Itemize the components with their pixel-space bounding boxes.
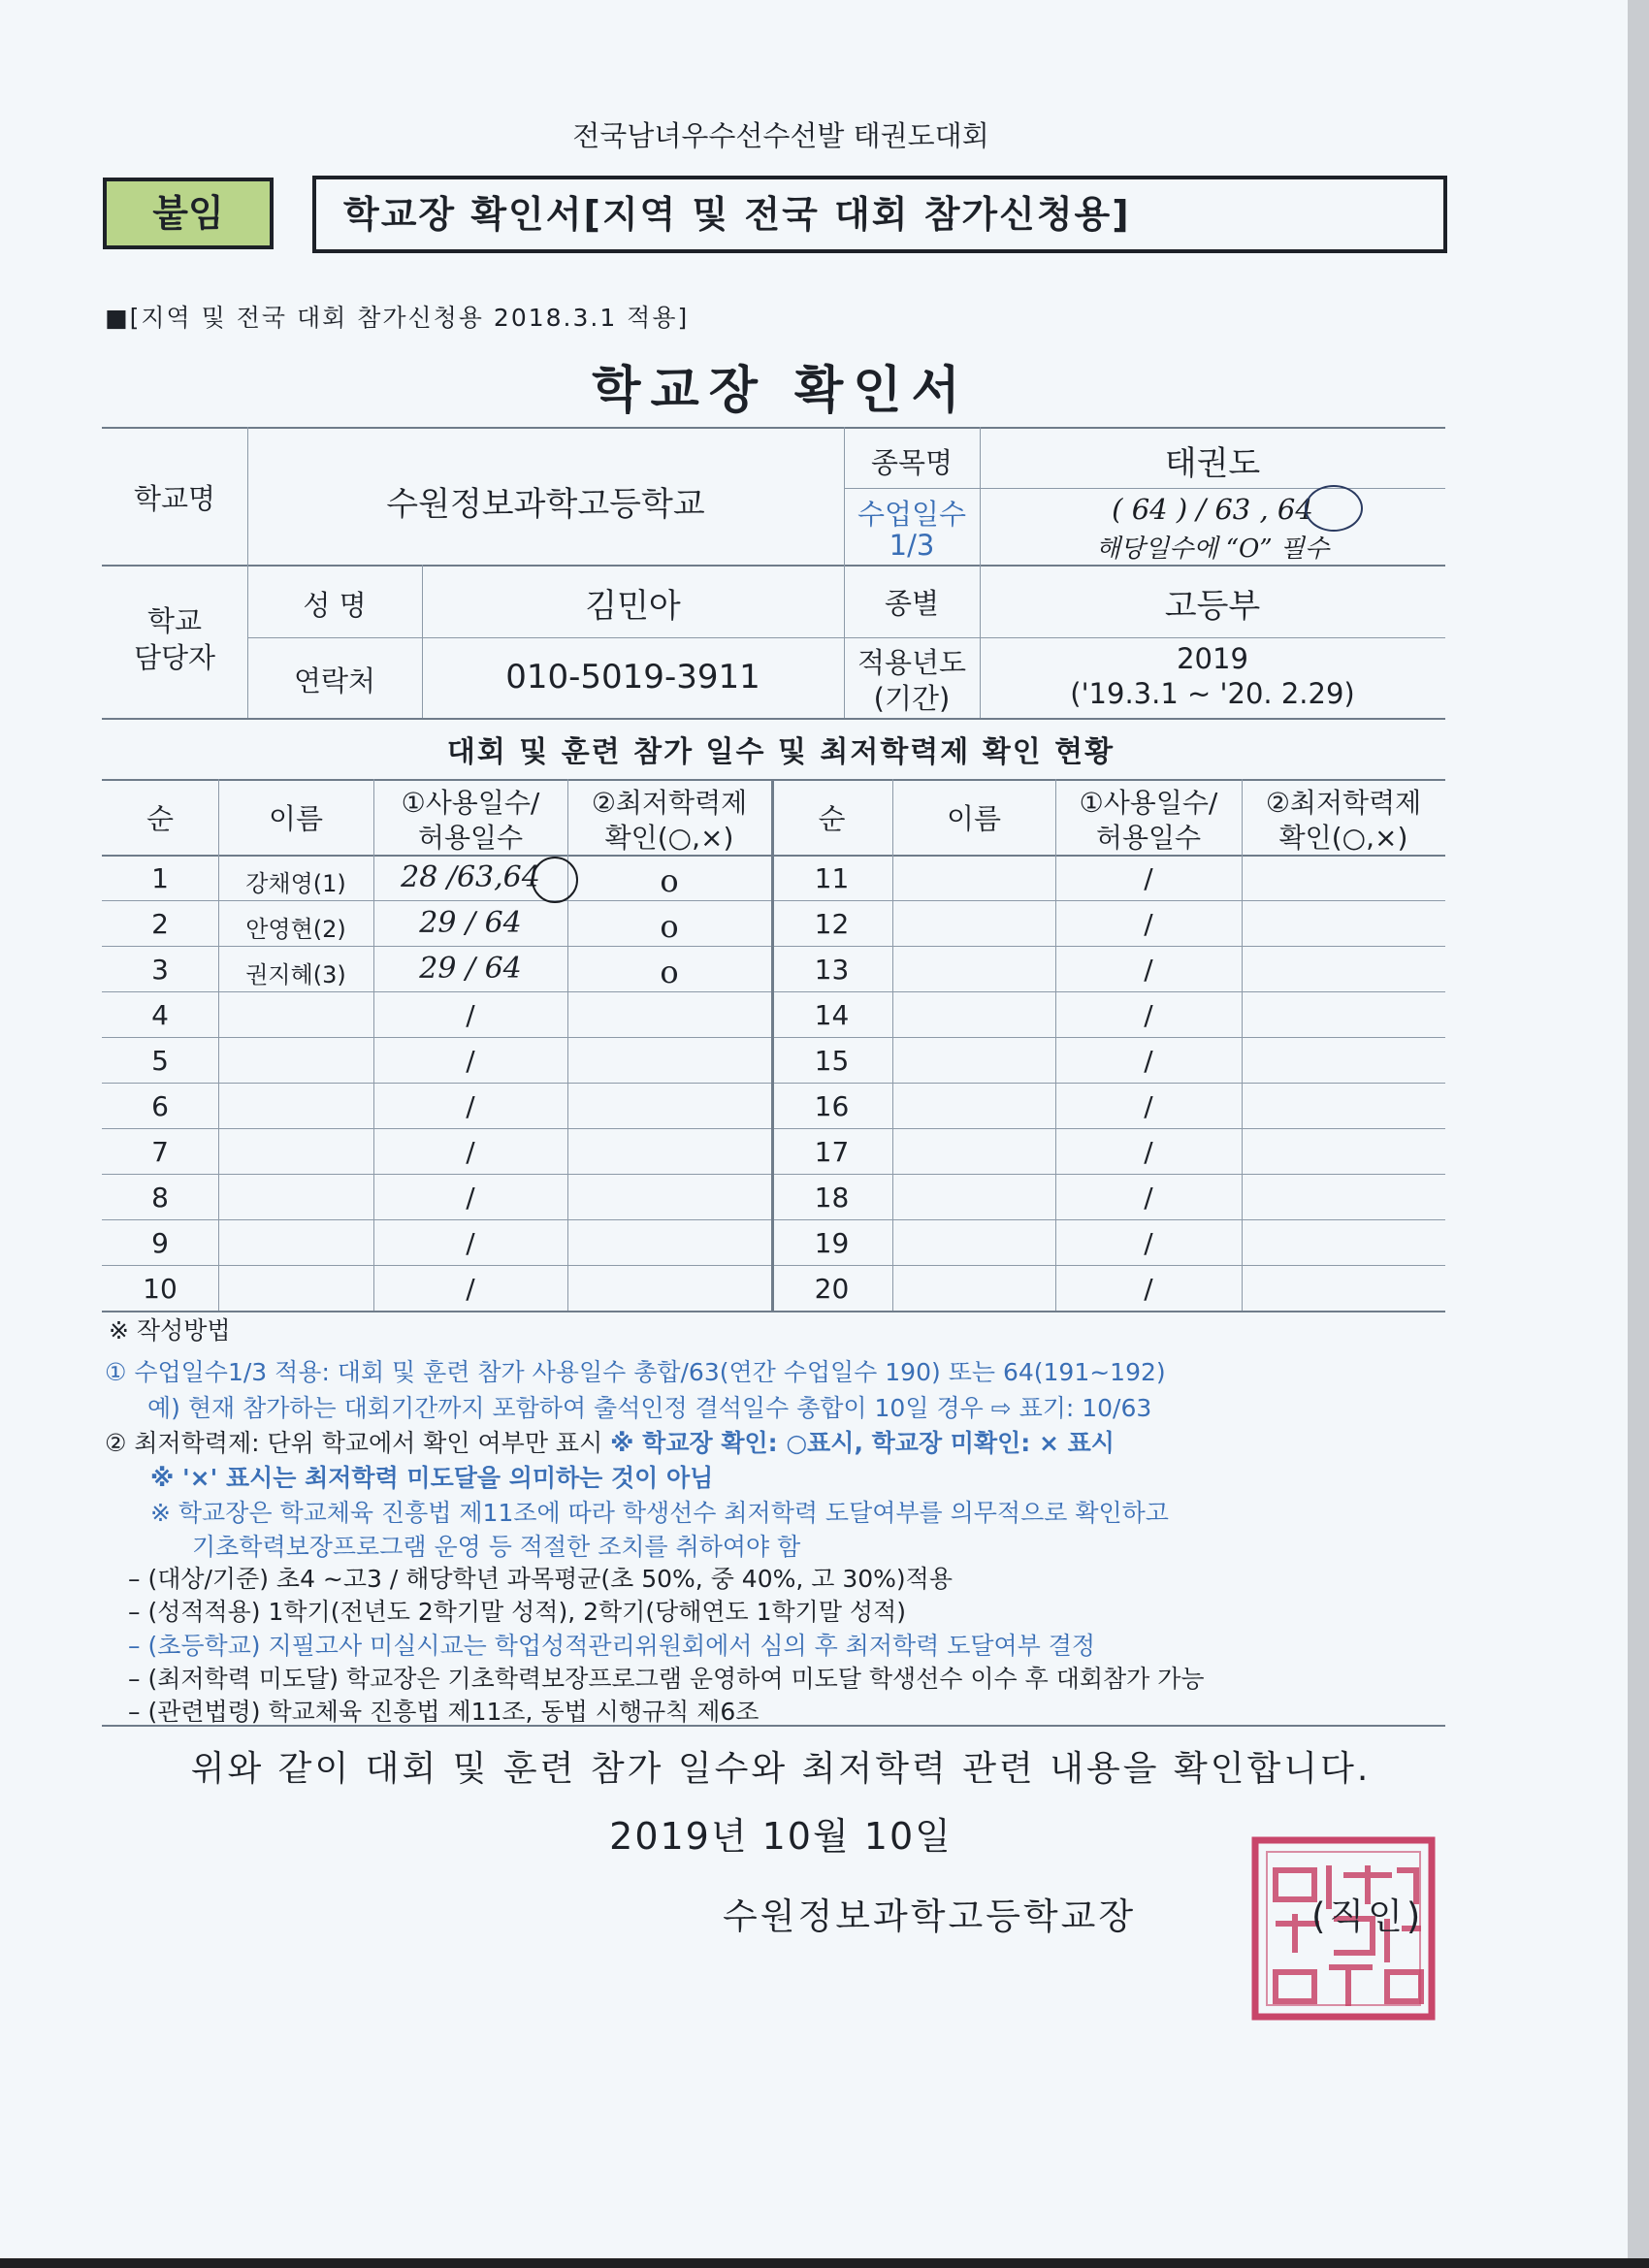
table-rule	[247, 637, 1445, 638]
class-days-label: 수업일수	[857, 498, 967, 531]
row-no-left: 3	[151, 954, 169, 986]
row-days-right: /	[1144, 1182, 1153, 1214]
school-name: 수원정보과학고등학교	[386, 485, 705, 524]
row-days-right: /	[1144, 1045, 1153, 1077]
row-no-right: 11	[814, 862, 850, 894]
row-days-left: 29 / 64	[419, 952, 522, 986]
header-days-sub-left: 허용일수	[417, 822, 524, 854]
attachment-badge: 붙임	[103, 178, 274, 249]
row-days-left: /	[466, 999, 475, 1031]
row-days-left: 29 / 64	[419, 906, 522, 940]
row-name-left: 강채영(1)	[245, 870, 346, 897]
table-rule	[102, 718, 1445, 720]
note-line-8: – (성적적용) 1학기(전년도 2학기말 성적), 2학기(당해연도 1학기말 성적)	[128, 1598, 906, 1626]
row-no-left: 1	[151, 862, 169, 894]
row-no-right: 16	[814, 1090, 850, 1122]
class-days-note: 해당일수에 “O” 필수	[1095, 535, 1330, 564]
manager-label: 학교	[146, 604, 203, 637]
row-days-right: /	[1144, 862, 1153, 894]
note-line-3	[105, 1424, 1115, 1459]
sport: 태권도	[1164, 444, 1261, 483]
row-no-right: 18	[814, 1182, 850, 1214]
class-days-value: ( 64 ) / 63 , 64	[1112, 493, 1313, 526]
row-days-right: /	[1144, 1227, 1153, 1259]
name-label: 성 명	[303, 589, 367, 622]
principal-title: 수원정보과학고등학교장	[723, 1895, 1137, 1937]
row-no-right: 19	[814, 1227, 850, 1259]
note-line-1: ① 수업일수1/3 적용: 대회 및 훈련 참가 사용일수 총합/63(연간 수업일수 190) 또는 64(191~192)	[105, 1358, 1166, 1386]
scan-edge-bottom	[0, 2258, 1649, 2268]
notes-heading: ※ 작성방법	[109, 1316, 231, 1345]
header-days-left: ①사용일수/	[401, 787, 540, 819]
table-rule	[567, 779, 568, 1311]
period-label: (기간)	[873, 682, 951, 715]
row-days-left: /	[466, 1136, 475, 1168]
row-no-right: 14	[814, 999, 850, 1031]
table-rule	[102, 427, 1445, 429]
header-check-right: ②최저학력제	[1265, 787, 1422, 819]
row-name-left: 권지혜(3)	[245, 961, 346, 988]
table-rule	[1242, 779, 1243, 1311]
note-line-4: ※ '×' 표시는 최저학력 미도달을 의미하는 것이 아님	[150, 1464, 714, 1492]
row-days-right: /	[1144, 999, 1153, 1031]
row-no-left: 9	[151, 1227, 169, 1259]
confirmation-text: 위와 같이 대회 및 훈련 참가 일수와 최저학력 관련 내용을 확인합니다.	[190, 1749, 1372, 1789]
period: ('19.3.1 ~ '20. 2.29)	[1070, 677, 1355, 710]
row-no-right: 17	[814, 1136, 850, 1168]
note-line-10: – (최저학력 미도달) 학교장은 기초학력보장프로그램 운영하여 미도달 학생선수 이수 후 대회참가 가능	[128, 1665, 1205, 1693]
row-no-left: 8	[151, 1182, 169, 1214]
row-check-left: o	[660, 862, 679, 899]
division-label: 종별	[884, 587, 940, 620]
row-days-right: /	[1144, 1136, 1153, 1168]
row-days-right: /	[1144, 954, 1153, 986]
manager-name: 김민아	[585, 587, 681, 626]
selection-circle	[532, 857, 578, 903]
contact-number: 010-5019-3911	[505, 658, 760, 697]
table-rule	[892, 779, 893, 1311]
form-title: 학교장 확인서[지역 및 전국 대회 참가신청용]	[312, 176, 1447, 253]
row-no-left: 5	[151, 1045, 169, 1077]
manager-label-2: 담당자	[133, 641, 216, 674]
note-line-3a: ② 최저학력제: 단위 학교에서 확인 여부만 표시	[105, 1429, 603, 1457]
status-table-title: 대회 및 훈련 참가 일수 및 최저학력제 확인 현황	[446, 735, 1116, 769]
note-line-9: – (초등학교) 지필고사 미실시교는 학업성적관리위원회에서 심의 후 최저학력 도달여부 결정	[128, 1632, 1096, 1660]
row-no-left: 6	[151, 1090, 169, 1122]
row-no-left: 2	[151, 908, 169, 940]
selection-circle	[1305, 485, 1363, 532]
header-check-sub-right: 확인(○,×)	[1278, 822, 1408, 854]
table-rule	[218, 779, 219, 1311]
document-title: 학교장 확인서	[592, 362, 970, 420]
row-days-right: /	[1144, 1090, 1153, 1122]
row-days-left: /	[466, 1182, 475, 1214]
contact-label: 연락처	[293, 664, 376, 697]
year: 2019	[1177, 642, 1248, 675]
note-line-11: – (관련법령) 학교체육 진흥법 제11조, 동법 시행규칙 제6조	[128, 1698, 760, 1726]
header-days-sub-right: 허용일수	[1095, 822, 1202, 854]
row-no-right: 15	[814, 1045, 850, 1077]
note-line-7: – (대상/기준) 초4 ~고3 / 해당학년 과목평균(초 50%, 중 40%, 고 30%)적용	[128, 1565, 953, 1593]
row-name-left: 안영현(2)	[245, 916, 346, 943]
note-line-2: 예) 현재 참가하는 대회기간까지 포함하여 출석인정 결석일수 총합이 10일 경우 ⇨ 표기: 10/63	[147, 1394, 1152, 1422]
row-days-right: /	[1144, 1273, 1153, 1305]
row-check-left: o	[660, 954, 679, 990]
note-line-3b: ※ 학교장 확인: ○표시, 학교장 미확인: × 표시	[610, 1429, 1115, 1457]
form-reference: ■[지역 및 전국 대회 참가신청용 2018.3.1 적용]	[105, 304, 690, 332]
table-rule	[102, 1725, 1445, 1727]
header-no-right: 순	[818, 802, 846, 835]
scan-edge-right	[1628, 0, 1649, 2268]
issue-date: 2019년 10월 10일	[609, 1815, 953, 1858]
row-days-left: 28 /63,64	[401, 860, 540, 894]
row-no-left: 4	[151, 999, 169, 1031]
row-no-right: 20	[814, 1273, 850, 1305]
school-name-label: 학교명	[133, 482, 216, 515]
class-days-ratio-label: 1/3	[889, 529, 935, 562]
row-days-left: /	[466, 1227, 475, 1259]
table-rule	[102, 1311, 1445, 1312]
event-name: 전국남녀우수선수선발 태권도대회	[572, 119, 989, 152]
row-days-right: /	[1144, 908, 1153, 940]
table-rule	[102, 565, 1445, 567]
sport-label: 종목명	[870, 446, 954, 479]
row-check-left: o	[660, 908, 679, 945]
row-days-left: /	[466, 1273, 475, 1305]
row-no-right: 13	[814, 954, 850, 986]
seal-label: (직인)	[1311, 1895, 1425, 1937]
row-days-left: /	[466, 1090, 475, 1122]
header-check-sub-left: 확인(○,×)	[604, 822, 734, 854]
header-check-left: ②최저학력제	[591, 787, 748, 819]
row-no-right: 12	[814, 908, 850, 940]
division: 고등부	[1164, 587, 1261, 626]
header-days-right: ①사용일수/	[1079, 787, 1218, 819]
year-label: 적용년도	[857, 646, 967, 679]
row-no-left: 7	[151, 1136, 169, 1168]
header-no-left: 순	[146, 802, 174, 835]
note-line-6: 기초학력보장프로그램 운영 등 적절한 조치를 취하여야 함	[192, 1533, 801, 1561]
header-name-left: 이름	[268, 802, 324, 835]
note-line-5: ※ 학교장은 학교체육 진흥법 제11조에 따라 학생선수 최저학력 도달여부를 의무적으로 확인하고	[150, 1499, 1169, 1527]
table-rule	[844, 488, 1445, 489]
row-days-left: /	[466, 1045, 475, 1077]
header-name-right: 이름	[946, 802, 1002, 835]
row-no-left: 10	[143, 1273, 178, 1305]
